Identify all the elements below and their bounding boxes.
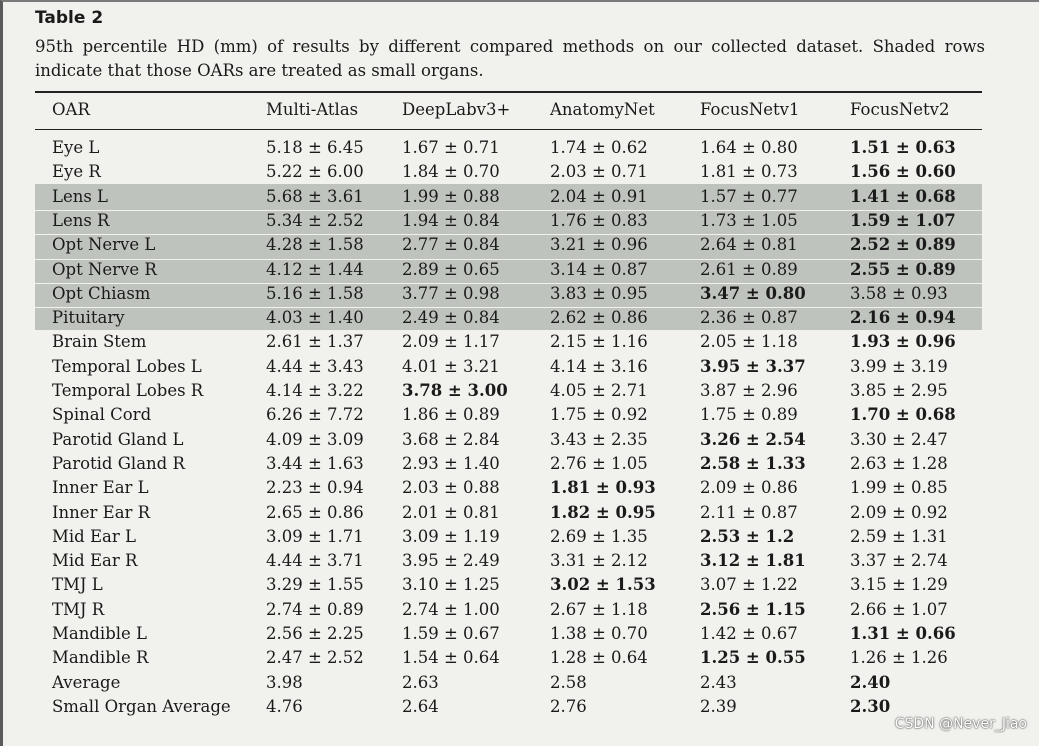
- table-cell: 2.63 ± 1.28: [850, 453, 948, 473]
- table-cell: 1.28 ± 0.64: [550, 648, 648, 668]
- shade-row-divider: [35, 283, 982, 284]
- table-cell: 3.85 ± 2.95: [850, 381, 948, 400]
- header-focusnetv1: FocusNetv1: [700, 100, 800, 119]
- table-cell: 1.73 ± 1.05: [700, 210, 798, 230]
- table-cell: 1.94 ± 0.84: [402, 210, 500, 230]
- table-cell: 1.75 ± 0.92: [550, 405, 648, 425]
- table-cell: 4.12 ± 1.44: [266, 259, 364, 279]
- table-cell: 2.61 ± 1.37: [266, 332, 364, 352]
- table-cell: 3.29 ± 1.55: [266, 575, 364, 595]
- table-caption: 95th percentile HD (mm) of results by different compared methods on our collected dataset. Shaded rows indicate that those OARs are treated as small organs.: [35, 37, 985, 80]
- table-cell: 4.14 ± 3.22: [266, 381, 364, 400]
- table-cell: 1.81 ± 0.73: [700, 162, 798, 182]
- table-cell: 2.61 ± 0.89: [700, 259, 798, 279]
- table-cell: 2.47 ± 2.52: [266, 648, 364, 668]
- table-cell: 1.75 ± 0.89: [700, 405, 798, 425]
- table-cell: 4.14 ± 3.16: [550, 356, 648, 376]
- header-oar: OAR: [52, 100, 90, 119]
- table-cell: 2.59 ± 1.31: [850, 526, 948, 546]
- table-cell: 2.65 ± 0.86: [266, 502, 364, 522]
- row-oar-label: Eye R: [52, 162, 101, 182]
- table-cell: 1.76 ± 0.83: [550, 210, 648, 230]
- row-oar-label: Mid Ear L: [52, 526, 136, 546]
- table-cell: 2.09 ± 0.86: [700, 478, 798, 498]
- table-cell: 3.07 ± 1.22: [700, 575, 798, 595]
- table-cell: 2.52 ± 0.89: [850, 235, 956, 255]
- table-cell: 2.74 ± 1.00: [402, 599, 500, 619]
- watermark: CSDN @Never_Jiao: [894, 716, 1027, 732]
- row-oar-label: TMJ L: [52, 575, 103, 595]
- table-cell: 3.09 ± 1.71: [266, 526, 364, 546]
- table-cell: 3.12 ± 1.81: [700, 551, 806, 571]
- table-cell: 2.36 ± 0.87: [700, 308, 798, 328]
- row-oar-label: Eye L: [52, 138, 100, 157]
- table-cell: 2.05 ± 1.18: [700, 332, 798, 352]
- table-cell: 3.99 ± 3.19: [850, 356, 948, 376]
- row-oar-label: Small Organ Average: [52, 696, 231, 716]
- table-cell: 2.11 ± 0.87: [700, 502, 798, 522]
- table-cell: 3.95 ± 2.49: [402, 551, 500, 571]
- table-cell: 3.95 ± 3.37: [700, 356, 806, 376]
- table-cell: 2.89 ± 0.65: [402, 259, 500, 279]
- table-cell: 2.04 ± 0.91: [550, 186, 648, 206]
- table-cell: 3.30 ± 2.47: [850, 429, 948, 449]
- table-cell: 2.67 ± 1.18: [550, 599, 648, 619]
- table-cell: 3.09 ± 1.19: [402, 526, 500, 546]
- table-cell: 3.98: [266, 672, 303, 692]
- table-cell: 2.56 ± 2.25: [266, 624, 364, 643]
- table-cell: 1.81 ± 0.93: [550, 478, 656, 498]
- table-cell: 2.40: [850, 672, 891, 692]
- row-oar-label: Lens R: [52, 210, 110, 230]
- table-cell: 1.67 ± 0.71: [402, 138, 500, 157]
- small-organ-shading: [35, 184, 982, 330]
- table-cell: 1.59 ± 1.07: [850, 210, 956, 230]
- table-cell: 1.84 ± 0.70: [402, 162, 500, 182]
- header-deeplabv3: DeepLabv3+: [402, 100, 511, 119]
- table-cell: 2.93 ± 1.40: [402, 453, 500, 473]
- table-cell: 2.30: [850, 696, 891, 716]
- table-cell: 2.03 ± 0.88: [402, 478, 500, 498]
- row-oar-label: Mandible L: [52, 624, 148, 643]
- table-cell: 2.64: [402, 696, 439, 716]
- table-cell: 4.76: [266, 696, 303, 716]
- table-cell: 1.56 ± 0.60: [850, 162, 956, 182]
- table-cell: 3.10 ± 1.25: [402, 575, 500, 595]
- table-cell: 3.14 ± 0.87: [550, 259, 648, 279]
- table-cell: 3.78 ± 3.00: [402, 381, 508, 400]
- table-cell: 1.99 ± 0.88: [402, 186, 500, 206]
- table-cell: 2.56 ± 1.15: [700, 599, 806, 619]
- table-cell: 4.05 ± 2.71: [550, 381, 648, 400]
- table-cell: 1.99 ± 0.85: [850, 478, 948, 498]
- table-cell: 6.26 ± 7.72: [266, 405, 364, 425]
- table-cell: 2.49 ± 0.84: [402, 308, 500, 328]
- top-rule: [35, 91, 982, 93]
- table-cell: 2.01 ± 0.81: [402, 502, 500, 522]
- row-oar-label: Inner Ear R: [52, 502, 151, 522]
- table-cell: 1.38 ± 0.70: [550, 624, 648, 643]
- table-cell: 1.51 ± 0.63: [850, 138, 956, 157]
- row-oar-label: Average: [52, 672, 121, 692]
- row-oar-label: Pituitary: [52, 308, 125, 328]
- table-cell: 3.37 ± 2.74: [850, 551, 948, 571]
- table-cell: 3.58 ± 0.93: [850, 283, 948, 303]
- table-cell: 3.87 ± 2.96: [700, 381, 798, 400]
- row-oar-label: TMJ R: [52, 599, 105, 619]
- table-cell: 4.01 ± 3.21: [402, 356, 500, 376]
- table-cell: 1.86 ± 0.89: [402, 405, 500, 425]
- table-cell: 2.58: [550, 672, 587, 692]
- table-cell: 3.02 ± 1.53: [550, 575, 656, 595]
- header-focusnetv2: FocusNetv2: [850, 100, 950, 119]
- table-cell: 2.69 ± 1.35: [550, 526, 648, 546]
- table-cell: 5.18 ± 6.45: [266, 138, 364, 157]
- header-rule: [35, 129, 982, 130]
- row-oar-label: Parotid Gland L: [52, 429, 184, 449]
- row-oar-label: Spinal Cord: [52, 405, 152, 425]
- table-cell: 2.66 ± 1.07: [850, 599, 948, 619]
- shade-row-divider: [35, 259, 982, 260]
- table-cell: 1.74 ± 0.62: [550, 138, 648, 157]
- table-cell: 1.64 ± 0.80: [700, 138, 798, 157]
- table-cell: 5.16 ± 1.58: [266, 283, 364, 303]
- table-cell: 3.77 ± 0.98: [402, 283, 500, 303]
- table-cell: 3.47 ± 0.80: [700, 283, 806, 303]
- table-cell: 5.34 ± 2.52: [266, 210, 364, 230]
- table-cell: 2.64 ± 0.81: [700, 235, 798, 255]
- table-cell: 2.53 ± 1.2: [700, 526, 795, 546]
- table-cell: 5.22 ± 6.00: [266, 162, 364, 182]
- table-label: Table 2: [35, 8, 104, 28]
- header-anatomynet: AnatomyNet: [550, 100, 655, 119]
- table-cell: 1.59 ± 0.67: [402, 624, 500, 643]
- shade-row-divider: [35, 210, 982, 211]
- table-cell: 2.55 ± 0.89: [850, 259, 956, 279]
- row-oar-label: Temporal Lobes R: [52, 381, 204, 400]
- table-cell: 1.26 ± 1.26: [850, 648, 948, 668]
- table-cell: 4.44 ± 3.43: [266, 356, 364, 376]
- table-cell: 2.39: [700, 696, 737, 716]
- table-cell: 4.44 ± 3.71: [266, 551, 364, 571]
- table-cell: 3.83 ± 0.95: [550, 283, 648, 303]
- table-cell: 1.42 ± 0.67: [700, 624, 798, 643]
- table-cell: 3.43 ± 2.35: [550, 429, 648, 449]
- table-cell: 1.57 ± 0.77: [700, 186, 798, 206]
- table-cell: 2.15 ± 1.16: [550, 332, 648, 352]
- row-oar-label: Opt Nerve R: [52, 259, 157, 279]
- table-cell: 2.43: [700, 672, 737, 692]
- table-cell: 2.58 ± 1.33: [700, 453, 806, 473]
- table-cell: 1.54 ± 0.64: [402, 648, 500, 668]
- header-multi-atlas: Multi-Atlas: [266, 100, 359, 119]
- row-oar-label: Inner Ear L: [52, 478, 149, 498]
- table-cell: 1.25 ± 0.55: [700, 648, 806, 668]
- table-cell: 3.68 ± 2.84: [402, 429, 500, 449]
- table-cell: 2.76 ± 1.05: [550, 453, 648, 473]
- table-cell: 3.31 ± 2.12: [550, 551, 648, 571]
- row-oar-label: Parotid Gland R: [52, 453, 185, 473]
- table-cell: 2.77 ± 0.84: [402, 235, 500, 255]
- shade-row-divider: [35, 307, 982, 308]
- table-cell: 5.68 ± 3.61: [266, 186, 364, 206]
- row-oar-label: Opt Nerve L: [52, 235, 156, 255]
- table-cell: 4.03 ± 1.40: [266, 308, 364, 328]
- table-cell: 2.74 ± 0.89: [266, 599, 364, 619]
- table-cell: 2.76: [550, 696, 587, 716]
- table-cell: 2.03 ± 0.71: [550, 162, 648, 182]
- table-cell: 1.70 ± 0.68: [850, 405, 956, 425]
- shade-row-divider: [35, 234, 982, 235]
- row-oar-label: Opt Chiasm: [52, 283, 151, 303]
- table-cell: 2.23 ± 0.94: [266, 478, 364, 498]
- table-cell: 2.63: [402, 672, 439, 692]
- table-cell: 4.09 ± 3.09: [266, 429, 364, 449]
- table-cell: 1.93 ± 0.96: [850, 332, 956, 352]
- row-oar-label: Mandible R: [52, 648, 149, 668]
- row-oar-label: Temporal Lobes L: [52, 356, 202, 376]
- table-cell: 2.16 ± 0.94: [850, 308, 956, 328]
- table-cell: 3.44 ± 1.63: [266, 453, 364, 473]
- table-cell: 4.28 ± 1.58: [266, 235, 364, 255]
- table-cell: 3.26 ± 2.54: [700, 429, 806, 449]
- row-oar-label: Mid Ear R: [52, 551, 138, 571]
- table-cell: 1.31 ± 0.66: [850, 624, 956, 643]
- table-cell: 1.82 ± 0.95: [550, 502, 656, 522]
- table-cell: 3.21 ± 0.96: [550, 235, 648, 255]
- table-cell: 3.15 ± 1.29: [850, 575, 948, 595]
- table-cell: 2.09 ± 1.17: [402, 332, 500, 352]
- row-oar-label: Lens L: [52, 186, 109, 206]
- table-cell: 2.62 ± 0.86: [550, 308, 648, 328]
- row-oar-label: Brain Stem: [52, 332, 147, 352]
- table-cell: 2.09 ± 0.92: [850, 502, 948, 522]
- table-cell: 1.41 ± 0.68: [850, 186, 956, 206]
